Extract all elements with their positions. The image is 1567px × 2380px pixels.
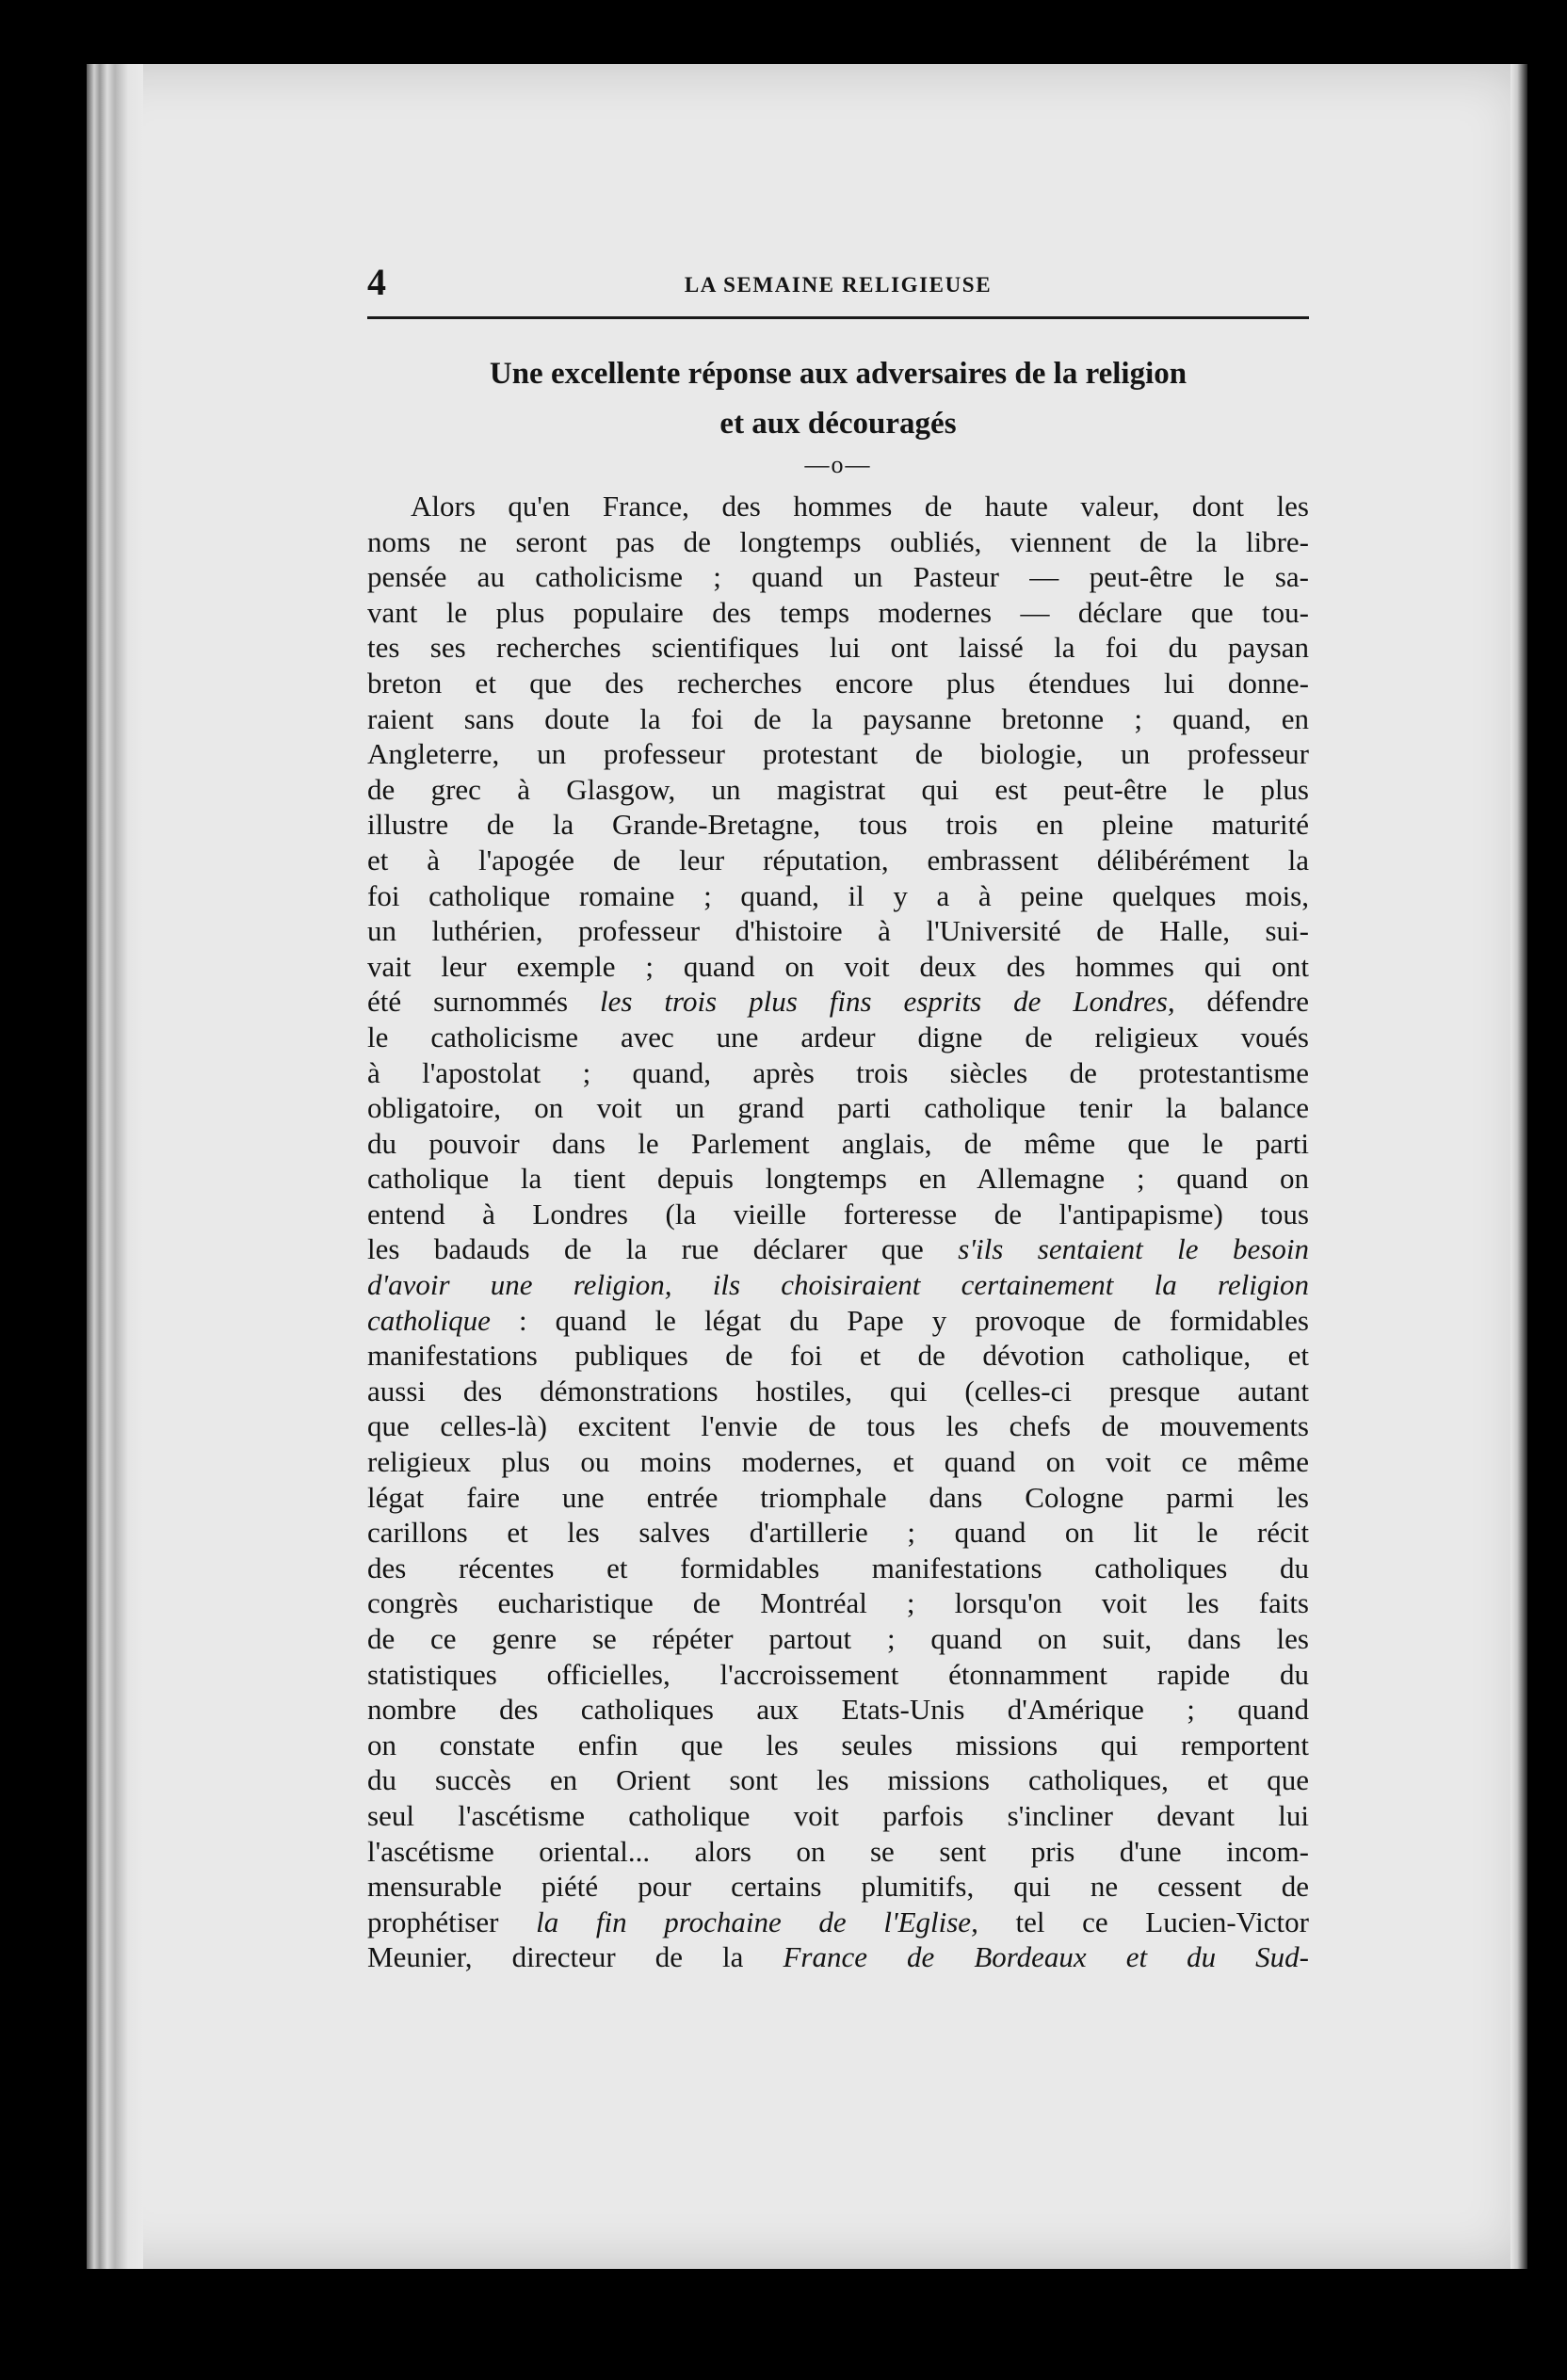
body-italic-run: s'ils sentaient le besoin (958, 1232, 1309, 1266)
body-text-run: entend à Londres (la vieille forteresse de l'antipapisme) tous (367, 1197, 1309, 1230)
body-text-run: congrès eucharistique de Montréal ; lorsqu'on voit les faits (367, 1586, 1309, 1620)
body-text-run: Angleterre, un professeur protestant de biologie, un professeur (367, 737, 1309, 771)
body-text-run: noms ne seront pas de longtemps oubliés, viennent de la libre- (367, 524, 1309, 558)
body-line (367, 1197, 1309, 1232)
body-text-run: Alors qu'en France, des hommes de haute valeur, dont les (411, 490, 1309, 523)
body-text-run: le catholicisme avec une ardeur digne de religieux voués (367, 1020, 1309, 1053)
body-text-run: illustre de la Grande-Bretagne, tous trois en pleine maturité (367, 808, 1309, 842)
body-line (367, 1692, 1309, 1728)
body-text-run: tes ses recherches scientifiques lui ont laissé la foi du paysan (367, 631, 1309, 665)
page-number: 4 (367, 261, 386, 303)
header-rule (367, 316, 1309, 319)
body-line (367, 1267, 1309, 1303)
body-line (367, 1762, 1309, 1798)
body-text-run: tel ce Lucien-Victor (977, 1905, 1309, 1938)
body-line (367, 913, 1309, 949)
body-line (367, 489, 1309, 524)
body-italic-run: France de Bordeaux et du Sud- (783, 1940, 1310, 1974)
body-text-run: foi catholique romaine ; quand, il y a à peine quelques mois, (367, 878, 1309, 912)
body-line (367, 878, 1309, 914)
body-line (367, 524, 1309, 560)
body-text-run: carillons et les salves d'artillerie ; quand on lit le récit (367, 1516, 1309, 1550)
body-italic-run: d'avoir une religion, ils choisiraient certainement la religion (367, 1268, 1309, 1302)
running-title: LA SEMAINE RELIGIEUSE (684, 273, 993, 297)
body-line (367, 736, 1309, 772)
body-line (367, 1374, 1309, 1409)
body-line (367, 1585, 1309, 1621)
body-text-run: de ce genre se répéter partout ; quand on suit, dans les (367, 1622, 1309, 1655)
article-title-line: et aux découragés (719, 407, 957, 441)
article-title (367, 349, 1309, 449)
body-line (367, 1480, 1309, 1516)
body-italic-run: catholique (367, 1303, 491, 1337)
article-body (367, 489, 1309, 1975)
body-text-run: statistiques officielles, l'accroissement étonnamment rapide du (367, 1657, 1309, 1691)
binding-edge (87, 64, 143, 2269)
body-line (367, 1905, 1309, 1940)
body-text-run: du succès en Orient sont les missions catholiques, et que (367, 1763, 1309, 1797)
body-text-run: été surnommés (367, 985, 601, 1019)
body-text-run: légat faire une entrée triomphale dans Cologne parmi les (367, 1480, 1309, 1514)
body-text-run: prophétiser (367, 1905, 537, 1938)
body-line (367, 1231, 1309, 1267)
body-line (367, 1834, 1309, 1870)
body-text-run: raient sans doute la foi de la paysanne bretonne ; quand, en (367, 701, 1309, 735)
body-line (367, 984, 1309, 1020)
body-text-run: pensée au catholicisme ; quand un Pasteur — peut-être le sa- (367, 560, 1309, 594)
body-text-run: défendre (1174, 985, 1309, 1019)
body-line (367, 1515, 1309, 1551)
body-text-run: nombre des catholiques aux Etats-Unis d'Amérique ; quand (367, 1693, 1309, 1727)
body-text-run: Meunier, directeur de la (367, 1940, 784, 1974)
body-line (367, 1020, 1309, 1055)
article-title-line: Une excellente réponse aux adversaires de la religion (489, 357, 1187, 391)
body-text-run: vait leur exemple ; quand on voit deux des hommes qui ont (367, 949, 1309, 983)
body-line (367, 1303, 1309, 1339)
body-line (367, 1161, 1309, 1197)
body-line (367, 843, 1309, 878)
body-text-run: les badauds de la rue déclarer que (367, 1232, 959, 1266)
body-text-run: : quand le légat du Pape y provoque de formidables (490, 1303, 1309, 1337)
body-text-run: breton et que des recherches encore plus étendues lui donne- (367, 666, 1309, 700)
body-text-run: des récentes et formidables manifestations catholiques du (367, 1551, 1309, 1584)
body-text-run: vant le plus populaire des temps modernes — déclare que tou- (367, 595, 1309, 629)
body-line (367, 595, 1309, 631)
body-line (367, 772, 1309, 808)
body-line (367, 630, 1309, 666)
body-line (367, 807, 1309, 843)
body-line (367, 559, 1309, 595)
body-line (367, 1621, 1309, 1657)
body-line (367, 1126, 1309, 1162)
title-ornament: —o— (804, 451, 872, 478)
body-text-run: seul l'ascétisme catholique voit parfois s'incliner devant lui (367, 1798, 1309, 1832)
text-block (367, 260, 1309, 1975)
body-text-run: l'ascétisme oriental... alors on se sent pris d'une incom- (367, 1834, 1309, 1868)
body-line (367, 1408, 1309, 1444)
body-line (367, 666, 1309, 701)
page-right-edge (1510, 64, 1527, 2269)
body-italic-run: les trois plus fins esprits de Londres, (600, 985, 1175, 1019)
body-line (367, 1869, 1309, 1905)
body-line (367, 1055, 1309, 1091)
body-line (367, 701, 1309, 737)
body-text-run: on constate enfin que les seules missions qui remportent (367, 1728, 1309, 1761)
body-line (367, 1728, 1309, 1763)
body-text-run: manifestations publiques de foi et de dévotion catholique, et (367, 1339, 1309, 1373)
body-line (367, 1551, 1309, 1586)
body-line (367, 1338, 1309, 1374)
body-text-run: aussi des démonstrations hostiles, qui (celles-ci presque autant (367, 1374, 1309, 1407)
body-line (367, 1657, 1309, 1693)
body-text-run: un luthérien, professeur d'histoire à l'Université de Halle, sui- (367, 914, 1309, 948)
body-text-run: obligatoire, on voit un grand parti catholique tenir la balance (367, 1091, 1309, 1125)
body-text-run: à l'apostolat ; quand, après trois siècles de protestantisme (367, 1055, 1309, 1089)
body-text-run: que celles-là) excitent l'envie de tous les chefs de mouvements (367, 1409, 1309, 1443)
body-italic-run: la fin prochaine de l'Eglise, (536, 1905, 978, 1938)
body-text-run: du pouvoir dans le Parlement anglais, de même que le parti (367, 1126, 1309, 1160)
body-line (367, 1444, 1309, 1480)
body-text-run: mensurable piété pour certains plumitifs, qui ne cessent de (367, 1870, 1309, 1904)
body-line (367, 1798, 1309, 1834)
body-line (367, 1939, 1309, 1975)
body-text-run: catholique la tient depuis longtemps en Allemagne ; quand on (367, 1162, 1309, 1196)
running-head (367, 260, 1309, 301)
body-text-run: religieux plus ou moins modernes, et quand on voit ce même (367, 1445, 1309, 1479)
body-text-run: de grec à Glasgow, un magistrat qui est peut-être le plus (367, 772, 1309, 806)
body-text-run: et à l'apogée de leur réputation, embrassent délibérément la (367, 843, 1309, 876)
body-line (367, 949, 1309, 985)
body-line (367, 1090, 1309, 1126)
